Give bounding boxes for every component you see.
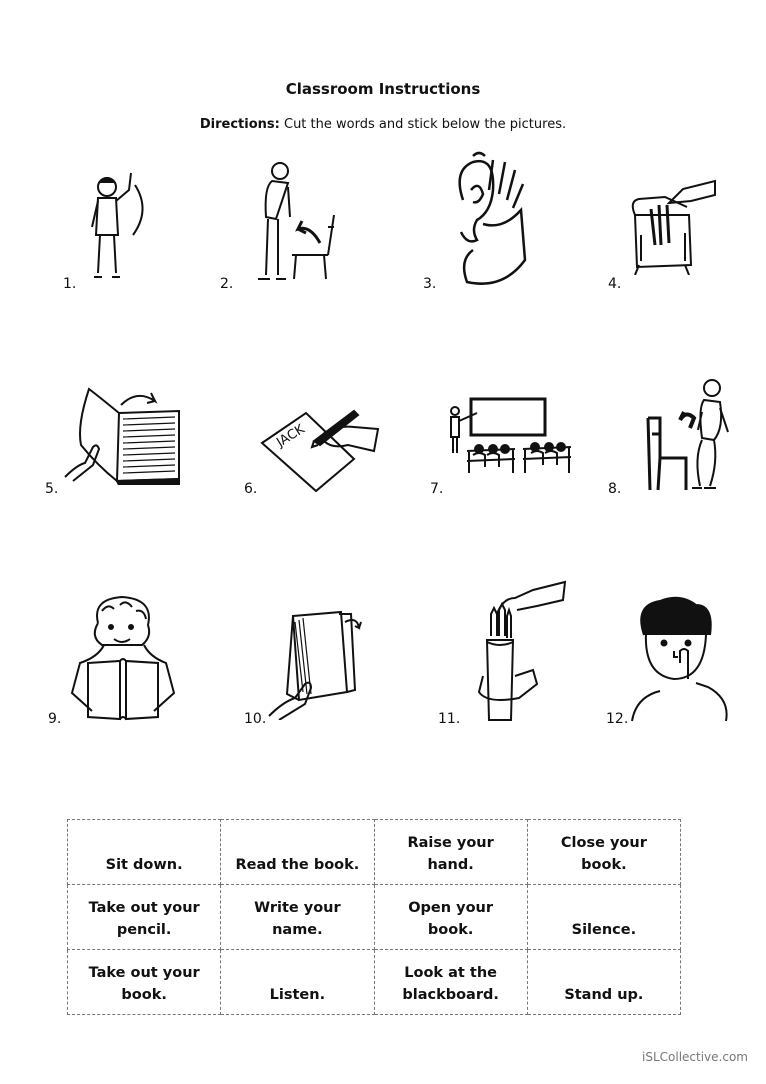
word-card-row <box>68 820 681 885</box>
word-card: Sit down. <box>68 820 221 885</box>
picture-number-6: 6. <box>244 481 258 497</box>
sit-down-icon <box>640 378 745 498</box>
word-card: Take out your book. <box>68 950 221 1015</box>
listen-ear-icon <box>443 150 533 290</box>
picture-number-3: 3. <box>423 276 437 292</box>
picture-number-11: 11. <box>438 711 461 727</box>
word-card: Silence. <box>527 885 680 950</box>
picture-number-5: 5. <box>45 481 59 497</box>
word-card: Open your book. <box>374 885 527 950</box>
picture-number-12: 12. <box>606 711 629 727</box>
directions-label: Directions: <box>199 117 280 132</box>
close-book-icon <box>265 608 365 720</box>
directions-text: Cut the words and stick below the pictures. <box>279 117 567 132</box>
take-out-book-icon <box>625 175 720 275</box>
picture-number-9: 9. <box>48 711 62 727</box>
take-out-pencil-icon <box>463 580 568 725</box>
word-card: Close your book. <box>527 820 680 885</box>
picture-number-7: 7. <box>430 481 444 497</box>
name-label: JACK <box>274 421 308 451</box>
directions <box>0 117 766 132</box>
watermark: iSLCollective.com <box>642 1050 748 1064</box>
picture-number-10: 10. <box>244 711 267 727</box>
open-book-icon <box>63 385 183 485</box>
picture-number-4: 4. <box>608 276 622 292</box>
stand-up-icon <box>250 157 340 285</box>
word-card-grid <box>67 819 681 1015</box>
picture-number-8: 8. <box>608 481 622 497</box>
word-card: Look at the blackboard. <box>374 950 527 1015</box>
word-card-row <box>68 885 681 950</box>
word-card-row <box>68 950 681 1015</box>
word-card: Listen. <box>221 950 374 1015</box>
write-name-icon <box>258 405 383 495</box>
silence-icon <box>630 595 740 725</box>
word-card: Stand up. <box>527 950 680 1015</box>
word-card: Write your name. <box>221 885 374 950</box>
page-title: Classroom Instructions <box>285 80 481 98</box>
picture-number-1: 1. <box>63 276 77 292</box>
blackboard-icon <box>443 393 578 478</box>
picture-number-2: 2. <box>220 276 234 292</box>
word-card: Raise your hand. <box>374 820 527 885</box>
word-card: Take out your pencil. <box>68 885 221 950</box>
read-book-icon <box>68 593 178 723</box>
word-card: Read the book. <box>221 820 374 885</box>
raise-hand-icon <box>85 165 155 290</box>
